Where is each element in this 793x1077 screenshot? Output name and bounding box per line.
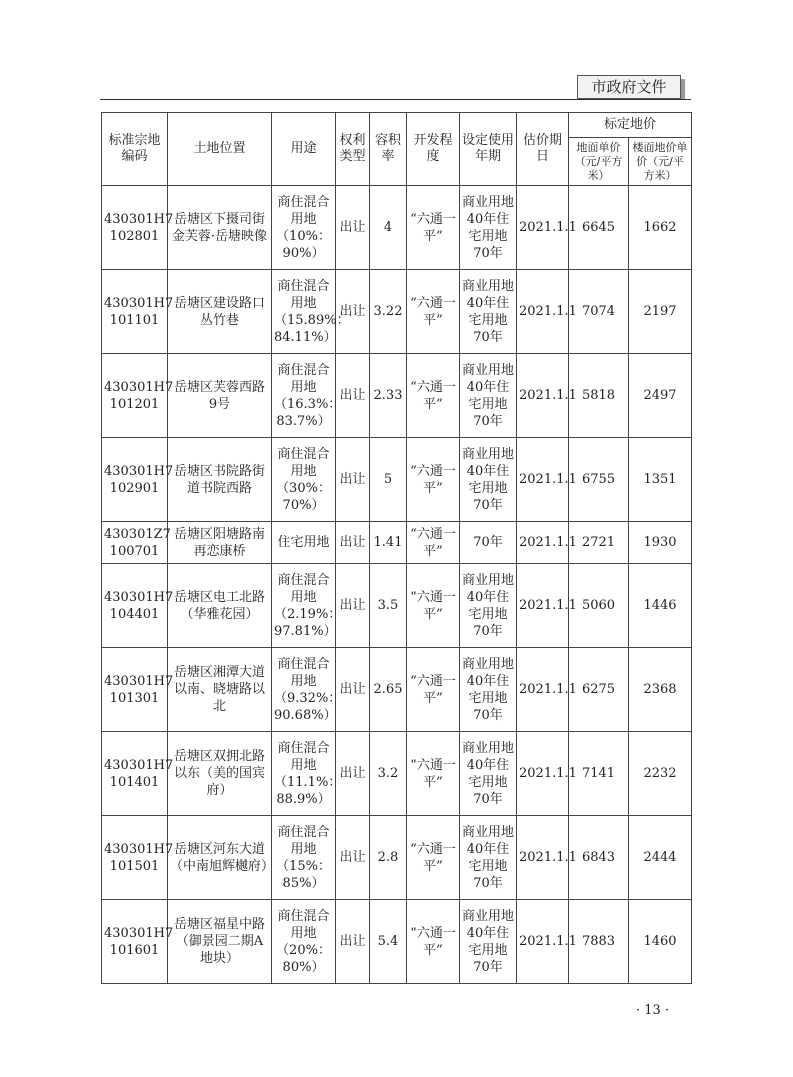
header-use: 用途 — [272, 113, 336, 186]
cell-far: 3.2 — [370, 732, 407, 816]
cell-land-price: 6843 — [569, 816, 629, 900]
cell-term: 商业用地40年住宅用地70年 — [460, 270, 517, 354]
cell-term: 商业用地40年住宅用地70年 — [460, 648, 517, 732]
header-code: 标准宗地编码 — [102, 113, 168, 186]
header-land-price: 地面单价（元/平方米） — [569, 138, 629, 186]
cell-right-type: 出让 — [336, 732, 370, 816]
cell-location: 岳塘区双拥北路以东（美的国宾府） — [168, 732, 272, 816]
cell-code: 430301H7 104401 — [102, 564, 168, 648]
cell-term: 商业用地40年住宅用地70年 — [460, 900, 517, 984]
header-location: 土地位置 — [168, 113, 272, 186]
cell-dev: “六通一平” — [407, 564, 460, 648]
cell-land-price: 6645 — [569, 186, 629, 270]
cell-location: 岳塘区阳塘路南再恋康桥 — [168, 522, 272, 564]
cell-land-price: 6755 — [569, 438, 629, 522]
cell-dev: “六通一平” — [407, 900, 460, 984]
cell-right-type: 出让 — [336, 564, 370, 648]
cell-code: 430301H7 102801 — [102, 186, 168, 270]
header-date: 估价期日 — [517, 113, 569, 186]
cell-dev: “六通一平” — [407, 186, 460, 270]
cell-term: 商业用地40年住宅用地70年 — [460, 354, 517, 438]
cell-right-type: 出让 — [336, 354, 370, 438]
cell-dev: “六通一平” — [407, 732, 460, 816]
cell-dev: “六通一平” — [407, 816, 460, 900]
table-row — [102, 900, 692, 984]
cell-dev: “六通一平” — [407, 438, 460, 522]
cell-floor-price: 1351 — [629, 438, 692, 522]
cell-floor-price: 2444 — [629, 816, 692, 900]
cell-location: 岳塘区芙蓉西路9号 — [168, 354, 272, 438]
cell-floor-price: 1930 — [629, 522, 692, 564]
cell-use: 商住混合用地（10%：90%） — [272, 186, 336, 270]
cell-date: 2021.1.1 — [517, 522, 569, 564]
cell-date: 2021.1.1 — [517, 816, 569, 900]
cell-floor-price: 2197 — [629, 270, 692, 354]
cell-term: 70年 — [460, 522, 517, 564]
cell-far: 2.8 — [370, 816, 407, 900]
cell-term: 商业用地40年住宅用地70年 — [460, 816, 517, 900]
cell-floor-price: 1662 — [629, 186, 692, 270]
cell-dev: “六通一平” — [407, 270, 460, 354]
cell-date: 2021.1.1 — [517, 900, 569, 984]
cell-location: 岳塘区福星中路（御景园二期A地块） — [168, 900, 272, 984]
cell-floor-price: 2368 — [629, 648, 692, 732]
document-category-tag: 市政府文件 — [577, 75, 681, 99]
table-row — [102, 186, 692, 270]
table-row — [102, 648, 692, 732]
cell-far: 2.33 — [370, 354, 407, 438]
cell-code: 430301Z7 100701 — [102, 522, 168, 564]
cell-land-price: 7074 — [569, 270, 629, 354]
cell-dev: “六通一平” — [407, 648, 460, 732]
cell-code: 430301H7 101201 — [102, 354, 168, 438]
cell-far: 1.41 — [370, 522, 407, 564]
cell-right-type: 出让 — [336, 816, 370, 900]
table-row — [102, 732, 692, 816]
cell-land-price: 7883 — [569, 900, 629, 984]
cell-far: 5 — [370, 438, 407, 522]
table-row — [102, 564, 692, 648]
cell-land-price: 7141 — [569, 732, 629, 816]
cell-dev: “六通一平” — [407, 354, 460, 438]
cell-floor-price: 2232 — [629, 732, 692, 816]
cell-floor-price: 1460 — [629, 900, 692, 984]
table-row — [102, 522, 692, 564]
cell-code: 430301H7 101401 — [102, 732, 168, 816]
cell-far: 3.5 — [370, 564, 407, 648]
cell-use: 商住混合用地（9.32%：90.68%） — [272, 648, 336, 732]
cell-use: 商住混合用地（16.3%：83.7%） — [272, 354, 336, 438]
cell-land-price: 5818 — [569, 354, 629, 438]
cell-far: 5.4 — [370, 900, 407, 984]
header-rule — [100, 99, 691, 100]
cell-date: 2021.1.1 — [517, 438, 569, 522]
cell-date: 2021.1.1 — [517, 732, 569, 816]
cell-term: 商业用地40年住宅用地70年 — [460, 732, 517, 816]
cell-use: 商住混合用地（11.1%：88.9%） — [272, 732, 336, 816]
table-row — [102, 438, 692, 522]
cell-use: 商住混合用地（15%：85%） — [272, 816, 336, 900]
cell-code: 430301H7 101501 — [102, 816, 168, 900]
cell-floor-price: 1446 — [629, 564, 692, 648]
cell-code: 430301H7 101301 — [102, 648, 168, 732]
cell-term: 商业用地40年住宅用地70年 — [460, 438, 517, 522]
header-right-type: 权利类型 — [336, 113, 370, 186]
header-term: 设定使用年期 — [460, 113, 517, 186]
cell-location: 岳塘区电工北路（华雅花园） — [168, 564, 272, 648]
cell-location: 岳塘区书院路街道书院西路 — [168, 438, 272, 522]
cell-floor-price: 2497 — [629, 354, 692, 438]
table-row — [102, 270, 692, 354]
cell-land-price: 2721 — [569, 522, 629, 564]
header-far: 容积率 — [370, 113, 407, 186]
cell-use: 住宅用地 — [272, 522, 336, 564]
cell-right-type: 出让 — [336, 186, 370, 270]
cell-date: 2021.1.1 — [517, 354, 569, 438]
cell-location: 岳塘区湘潭大道以南、晓塘路以北 — [168, 648, 272, 732]
cell-right-type: 出让 — [336, 522, 370, 564]
cell-use: 商住混合用地（20%：80%） — [272, 900, 336, 984]
cell-date: 2021.1.1 — [517, 270, 569, 354]
cell-right-type: 出让 — [336, 270, 370, 354]
cell-term: 商业用地40年住宅用地70年 — [460, 564, 517, 648]
cell-far: 3.22 — [370, 270, 407, 354]
header-price-group: 标定地价 — [569, 113, 692, 138]
cell-use: 商住混合用地（15.89%：84.11%） — [272, 270, 336, 354]
cell-location: 岳塘区建设路口丛竹巷 — [168, 270, 272, 354]
cell-code: 430301H7 101601 — [102, 900, 168, 984]
cell-use: 商住混合用地（2.19%：97.81%） — [272, 564, 336, 648]
cell-date: 2021.1.1 — [517, 564, 569, 648]
cell-code: 430301H7 101101 — [102, 270, 168, 354]
table-row — [102, 354, 692, 438]
table-row — [102, 816, 692, 900]
cell-term: 商业用地40年住宅用地70年 — [460, 186, 517, 270]
cell-dev: “六通一平” — [407, 522, 460, 564]
cell-right-type: 出让 — [336, 438, 370, 522]
header-dev: 开发程度 — [407, 113, 460, 186]
header-floor-price: 楼面地价单价（元/平方米） — [629, 138, 692, 186]
cell-date: 2021.1.1 — [517, 186, 569, 270]
cell-right-type: 出让 — [336, 648, 370, 732]
cell-use: 商住混合用地（30%：70%） — [272, 438, 336, 522]
cell-far: 4 — [370, 186, 407, 270]
cell-land-price: 6275 — [569, 648, 629, 732]
cell-location: 岳塘区河东大道（中南旭辉樾府） — [168, 816, 272, 900]
land-price-table — [101, 112, 692, 984]
cell-far: 2.65 — [370, 648, 407, 732]
cell-code: 430301H7 102901 — [102, 438, 168, 522]
page-number: · 13 · — [636, 1003, 670, 1018]
cell-right-type: 出让 — [336, 900, 370, 984]
cell-date: 2021.1.1 — [517, 648, 569, 732]
cell-land-price: 5060 — [569, 564, 629, 648]
cell-location: 岳塘区下摄司街金芙蓉·岳塘映像 — [168, 186, 272, 270]
